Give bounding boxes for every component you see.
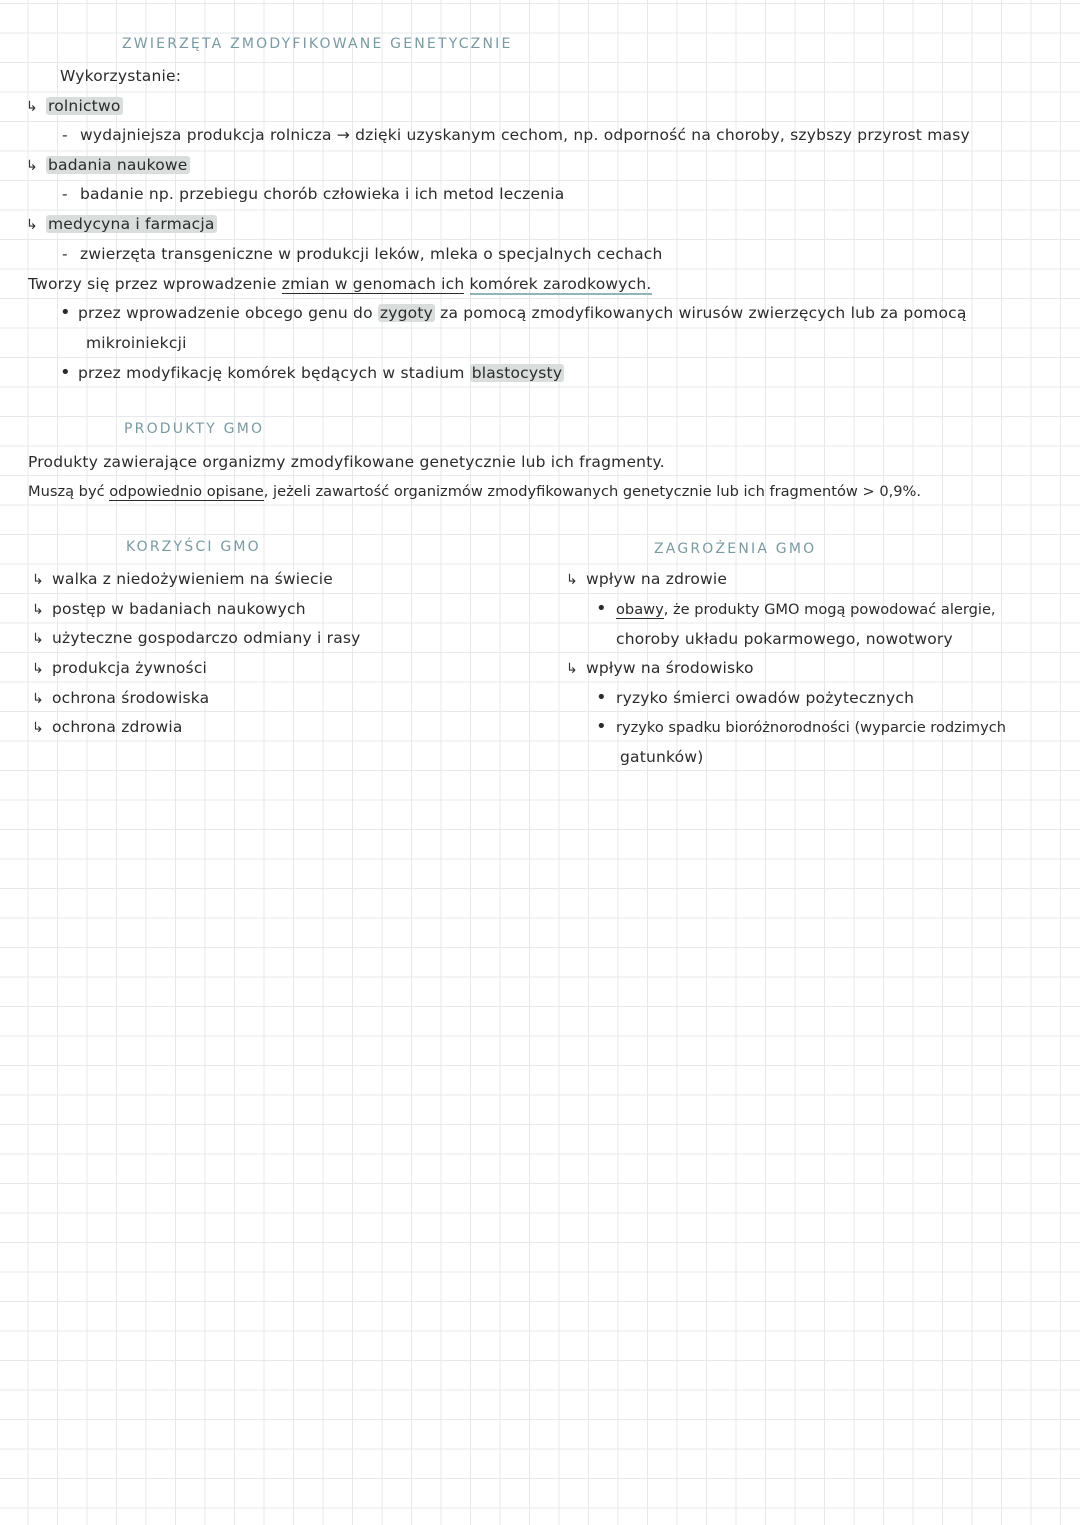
bullet-icon: •: [596, 598, 607, 619]
usage-label-medicine: medycyna i farmacja: [48, 215, 215, 233]
creation-method-2: [60, 363, 564, 383]
usage-item-agriculture: [26, 96, 123, 117]
benefit-item: [32, 599, 306, 620]
creation-m1-c: za pomocą zmodyfikowanych wirusów zwierzęcych lub za pomocą: [434, 304, 967, 322]
usage-detail-agriculture: [62, 125, 970, 145]
threat-env-item-1: [596, 688, 914, 708]
threat-env-item-2: [596, 717, 1006, 738]
creation-intro-b: zmian w genomach ich: [281, 275, 465, 293]
arrow-icon: ↳: [26, 99, 38, 115]
usage-item-research: [26, 155, 190, 176]
arrow-icon: ↳: [26, 158, 38, 174]
benefit-item-text: ochrona środowiska: [52, 689, 210, 707]
creation-intro: [28, 274, 652, 294]
bullet-icon: •: [60, 302, 71, 323]
benefit-item-text: ochrona zdrowia: [52, 718, 183, 736]
benefit-item: [32, 569, 333, 590]
threat-health-detail: [596, 599, 996, 620]
creation-method-1-cont: mikroiniekcji: [86, 334, 187, 352]
creation-intro-a: Tworzy się przez wprowadzenie: [28, 275, 282, 293]
arrow-icon: ↳: [32, 631, 44, 647]
arrow-icon: ↳: [32, 602, 44, 618]
benefit-item: [32, 688, 209, 709]
usage-detail-research: [62, 184, 564, 204]
threat-env-1-text: ryzyko śmierci owadów pożytecznych: [616, 689, 915, 707]
benefit-item: [32, 628, 361, 649]
creation-method-1: [60, 303, 967, 323]
usage-detail-medicine-text: zwierzęta transgeniczne w produkcji leków, mleka o specjalnych cechach: [80, 245, 663, 263]
threat-env-2a-text: ryzyko spadku bioróżnorodności (wyparcie rodzimych: [616, 719, 1007, 736]
products-line-2-c: , jeżeli zawartość organizmów zmodyfikowanych genetycznie lub ich fragmentów > 0,9%.: [263, 483, 922, 500]
usage-label-research: badania naukowe: [48, 156, 188, 174]
bullet-icon: •: [596, 716, 607, 737]
bullet-icon: •: [596, 687, 607, 708]
benefit-item-text: produkcja żywności: [52, 659, 208, 677]
creation-m1-a: przez wprowadzenie obcego genu do: [78, 304, 378, 322]
benefit-item-text: użyteczne gospodarczo odmiany i rasy: [52, 629, 361, 647]
benefit-item-text: walka z niedożywieniem na świecie: [52, 570, 333, 588]
threat-env-item-2-cont: gatunków): [620, 748, 704, 766]
arrow-icon: ↳: [32, 572, 44, 588]
threat-health: [566, 569, 727, 590]
threat-environment-text: wpływ na środowisko: [586, 659, 754, 677]
threats-heading: ZAGROŻENIA GMO: [654, 541, 817, 557]
usage-label-agriculture: rolnictwo: [48, 97, 121, 115]
benefits-heading: KORZYŚCI GMO: [126, 539, 261, 555]
usage-detail-agriculture-text: wydajniejsza produkcja rolnicza → dzięki uzyskanym cechom, np. odporność na choroby, szybszy przyrost masy: [80, 126, 970, 144]
products-line-2-b: odpowiednio opisane: [109, 483, 264, 500]
creation-m2-b: blastocysty: [471, 364, 563, 382]
threat-health-b: , że produkty GMO mogą powodować alergie,: [663, 601, 996, 618]
benefit-item: [32, 717, 183, 738]
products-line-2: [28, 482, 921, 502]
threat-health-text: wpływ na zdrowie: [586, 570, 728, 588]
products-heading: PRODUKTY GMO: [124, 421, 265, 437]
threat-environment: [566, 658, 754, 679]
bullet-icon: •: [60, 362, 71, 383]
page-title: ZWIERZĘTA ZMODYFIKOWANE GENETYCZNIE: [122, 36, 513, 52]
benefit-item-text: postęp w badaniach naukowych: [52, 600, 306, 618]
usage-label: Wykorzystanie:: [60, 67, 182, 85]
creation-intro-d: komórek zarodkowych.: [469, 275, 652, 293]
creation-m1-b: zygoty: [379, 304, 433, 322]
arrow-icon: ↳: [566, 572, 578, 588]
usage-item-medicine: [26, 214, 217, 235]
arrow-icon: ↳: [26, 217, 38, 233]
benefit-item: [32, 658, 207, 679]
arrow-icon: ↳: [32, 691, 44, 707]
arrow-icon: ↳: [32, 720, 44, 736]
dash-icon: -: [62, 126, 68, 144]
products-line-1: Produkty zawierające organizmy zmodyfikowane genetycznie lub ich fragmenty.: [28, 453, 665, 471]
arrow-icon: ↳: [566, 661, 578, 677]
usage-detail-medicine: [62, 244, 663, 264]
dash-icon: -: [62, 245, 68, 263]
dash-icon: -: [62, 185, 68, 203]
threat-health-detail-cont: choroby układu pokarmowego, nowotwory: [616, 630, 953, 648]
creation-m2-a: przez modyfikację komórek będących w stadium: [78, 364, 470, 382]
threat-health-a: obawy: [616, 601, 664, 618]
products-line-2-a: Muszą być: [28, 483, 110, 500]
creation-intro-c: [464, 275, 469, 293]
usage-detail-research-text: badanie np. przebiegu chorób człowieka i ich metod leczenia: [80, 185, 565, 203]
arrow-icon: ↳: [32, 661, 44, 677]
